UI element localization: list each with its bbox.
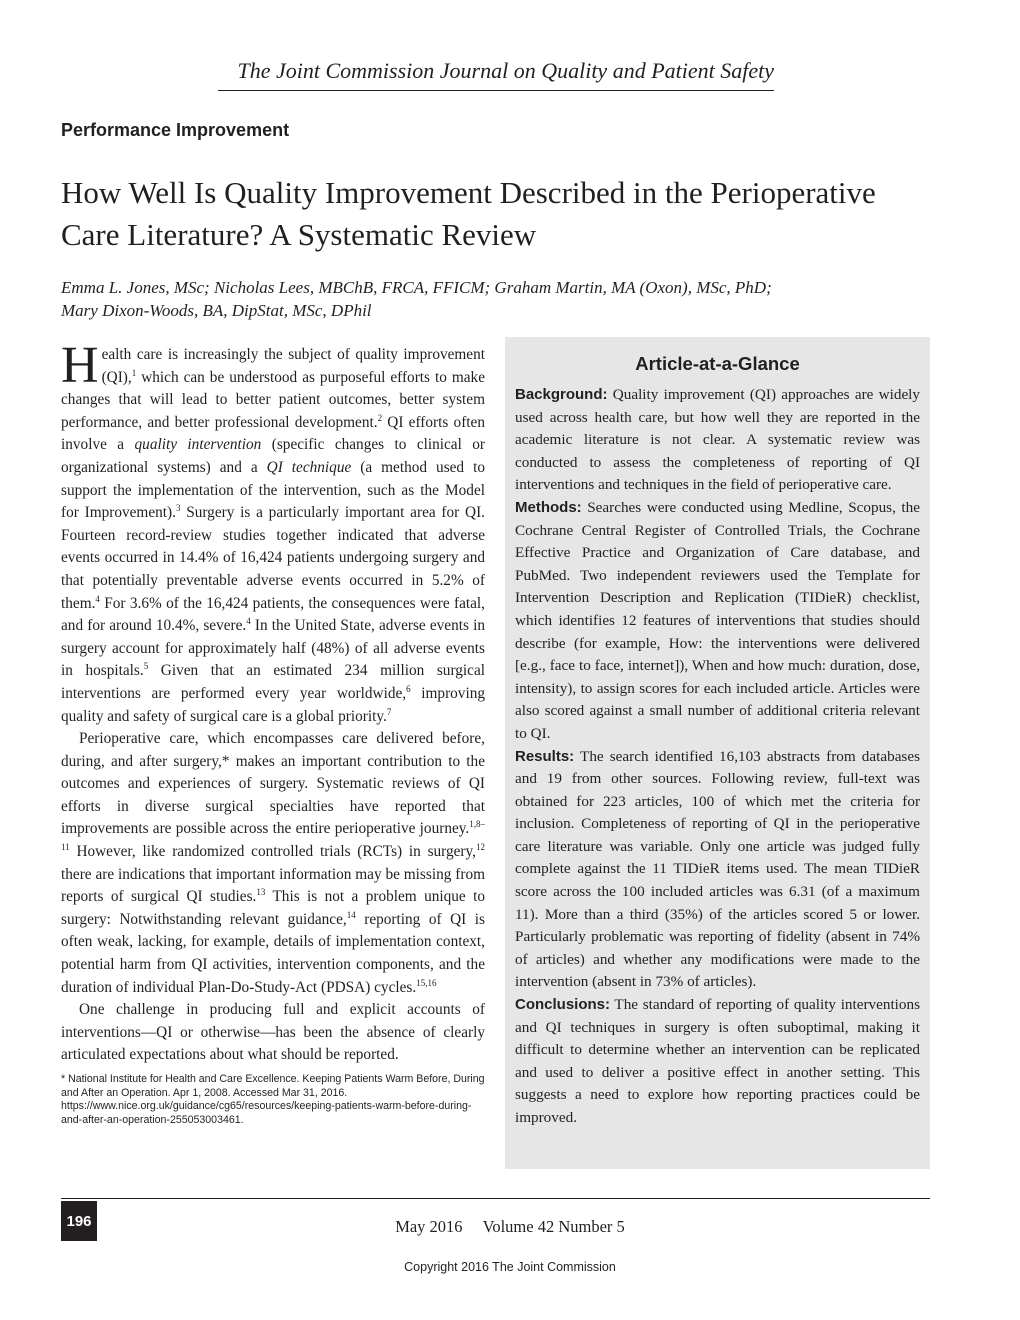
body-text: Given that an estimated 234 million surgical interventions are performed every year worldwide, [61, 662, 485, 702]
body-text: However, like randomized controlled trials (RCTs) in surgery, [69, 843, 476, 861]
body-text: which can be understood as purposeful efforts to make changes that will lead to better patient outcomes, better system performance, and better professional development. [61, 368, 485, 431]
reference-marker: 5 [143, 661, 149, 672]
body-text: In the United State, adverse events in surgery account for approximately half (48%) of all adverse events in hospitals. [61, 617, 485, 680]
body-text: ealth care is increasingly the subject of quality improvement (QI), [101, 346, 485, 386]
conclusions-text: The standard of reporting of quality interventions and QI techniques in surgery is often suboptimal, making it difficult to determine whether an intervention can be replicated and used to deliver a positive effect in another setting. This suggests a need to explore how reporting practices could be improved. [515, 996, 920, 1126]
authors-line-1: Emma L. Jones, MSc; Nicholas Lees, MBChB, FRCA, FFICM; Graham Martin, MA (Oxon), MSc, PhD; [61, 278, 772, 297]
body-text: This is not a problem unique to surgery: Notwithstanding relevant guidance, [61, 888, 485, 928]
issue-date: May 2016 [395, 1217, 463, 1236]
body-text: Perioperative care, which encompasses care delivered before, during, and after surgery,* makes an important contribution to the outcomes and experiences of surgery. Systematic reviews of QI efforts in diverse surgical specialties have reported that improvements are possible across the entire perioperative journey. [61, 730, 485, 838]
glance-conclusions [515, 994, 920, 1130]
authors-line-2: Mary Dixon-Woods, BA, DipStat, MSc, DPhil [61, 301, 372, 320]
glance-methods [515, 497, 920, 746]
reference-marker: 6 [406, 683, 411, 694]
glance-results [515, 746, 920, 995]
journal-header [218, 58, 774, 91]
body-text: there are indications that important information may be missing from reports of surgical QI studies. [61, 865, 485, 906]
reference-marker: 7 [386, 706, 392, 717]
reference-marker: 3 [175, 503, 181, 514]
issue-volume: Volume 42 Number 5 [482, 1217, 625, 1236]
section-label: Performance Improvement [61, 120, 290, 140]
article-at-a-glance-box [505, 337, 930, 1169]
authors [61, 276, 941, 322]
issue-info [0, 1217, 1020, 1237]
reference-marker: 15,16 [416, 977, 437, 988]
body-text: reporting of QI is often weak, lacking, for example, details of implementation context, potential harm from QI activities, intervention components, and the duration of individual Plan-Do-Study-Act (PDSA) cycles. [61, 910, 485, 996]
reference-marker: 12 [476, 841, 485, 852]
emphasis-text: QI technique [266, 458, 352, 476]
body-paragraph-2 [61, 728, 485, 999]
results-label: Results: [515, 747, 575, 765]
body-text: Surgery is a particularly important area for QI. Fourteen record-review studies together indicated that adverse events occurred in 14.4% of 16,424 patients undergoing surgery and that potentially preventable adverse events occurred in 5.2% of them. [61, 504, 485, 612]
methods-label: Methods: [515, 498, 582, 516]
article-title: How Well Is Quality Improvement Described in the Perioperative Care Literature? A Systematic Review [61, 175, 876, 252]
drop-cap: H [61, 337, 99, 394]
body-text: (specific changes to clinical or organizational systems) and a [61, 436, 485, 476]
body-text: improving quality and safety of surgical care is a global priority. [61, 684, 486, 725]
glance-background [515, 384, 920, 497]
journal-title: The Joint Commission Journal on Quality and Patient Safety [237, 58, 774, 83]
reference-marker: 13 [256, 887, 266, 898]
copyright: Copyright 2016 The Joint Commission [404, 1260, 616, 1274]
body-paragraph-3: One challenge in producing full and explicit accounts of interventions—QI or otherwise—has been the absence of clearly articulated expectations about what should be reported. [61, 1001, 485, 1064]
glance-title: Article-at-a-Glance [635, 353, 800, 374]
conclusions-label: Conclusions: [515, 996, 611, 1014]
body-text: QI efforts often involve a [61, 413, 485, 454]
reference-marker: 1 [131, 367, 137, 378]
footer-rule [61, 1198, 930, 1199]
reference-marker: 2 [377, 412, 383, 423]
emphasis-text: quality intervention [134, 436, 262, 454]
methods-text: Searches were conducted using Medline, Scopus, the Cochrane Central Register of Controlled Trials, the Cochrane Effective Practice and Organization of Care database, and PubMed. Two independent reviewers used the Template for Intervention Description and Replication (TIDieR) checklist, which identifies 12 features of interventions that studies should describe (for example, How: the interventions were delivered [e.g., face to face, internet]), When and how much: duration, dose, intensity), to assign scores for each included article. Articles were also scored against a small number of additional criteria relevant to QI. [515, 498, 920, 742]
reference-marker: 14 [346, 909, 356, 920]
background-label: Background: [515, 386, 608, 403]
body-text: (a method used to support the implementation of the intervention, such as the Model for Improvement). [61, 458, 485, 522]
footnote: * National Institute for Health and Care Excellence. Keeping Patients Warm Before, During and After an Operation. Apr 1, 2008. Accessed Mar 31, 2016. https://www.nice.org.uk/guidance/cg65/resources/keeping-patients-warm-before-during-and-after-an-operation-255053003461. [61, 1073, 485, 1126]
results-text: The search identified 16,103 abstracts from databases and 19 from other sources. Following review, full-text was obtained for 223 articles, 100 of which met the criteria for inclusion. Completeness of reporting of QI in the perioperative care literature was variable. Only one article was judged fully complete against the 11 TIDieR items used. The mean TIDieR score across the 100 included articles was 6.31 (of a maximum 11). More than a third (35%) of the articles scored 5 or lower. Particularly problematic was reporting of fidelity (absent in 74% of articles) and whether any modifications were made to the intervention (absent in 73% of articles). [515, 747, 920, 991]
reference-marker: 4 [95, 593, 100, 604]
body-column [61, 337, 486, 1127]
background-text: Quality improvement (QI) approaches are widely used across health care, but how well they are reported in the academic literature is not clear. A systematic review was conducted to assess the completeness of reporting of QI interventions and techniques in the field of perioperative care. [515, 386, 920, 494]
page-number: 196 [61, 1201, 97, 1241]
body-paragraph-1 [61, 337, 486, 728]
reference-marker: 1,8–11 [61, 819, 485, 852]
reference-marker: 4 [246, 616, 251, 627]
body-text: For 3.6% of the 16,424 patients, the consequences were fatal, and for around 10.4%, severe. [61, 594, 485, 635]
